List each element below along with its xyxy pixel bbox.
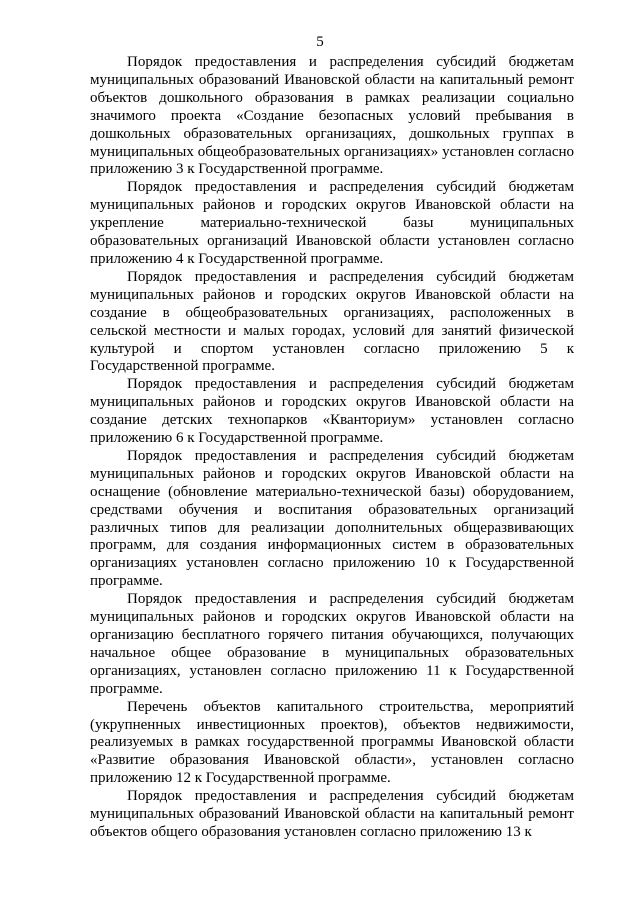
paragraph-appendix-4: Порядок предоставления и распределения субсидий бюджетам муниципальных районов и городских округов Ивановской области на укрепление материально-технической базы муниципальных образовательных организаций Ивановской области установлен согласно приложению 4 к Государственной программе. [90,179,574,267]
paragraph-appendix-10: Порядок предоставления и распределения субсидий бюджетам муниципальных районов и городских округов Ивановской области на оснащение (обновление материально-технической базы) оборудованием, средствами обучения и воспитания образовательных организаций различных типов для реализации дополнительных общеразвивающих программ, для создания информационных систем в образовательных организациях установлен согласно приложению 10 к Государственной программе. [90,447,574,590]
paragraph-appendix-3: Порядок предоставления и распределения субсидий бюджетам муниципальных образований Ивановской области на капитальный ремонт объектов дошкольного образования в рамках реализации социально значимого проекта «Создание безопасных условий пребывания в дошкольных образовательных организациях, дошкольных группах в муниципальных общеобразовательных организациях» установлен согласно приложению 3 к Государственной программе. [90,54,574,178]
paragraph-appendix-5: Порядок предоставления и распределения субсидий бюджетам муниципальных районов и городских округов Ивановской области на создание в общеобразовательных организациях, расположенных в сельской местности и малых городах, условий для занятий физической культурой и спортом установлен согласно приложению 5 к Государственной программе. [90,268,574,375]
page-number: 5 [316,34,324,50]
document-body [90,54,574,842]
paragraph-appendix-6: Порядок предоставления и распределения субсидий бюджетам муниципальных районов и городских округов Ивановской области на создание детских технопарков «Кванториум» установлен согласно приложению 6 к Государственной программе. [90,376,574,447]
paragraph-appendix-13: Порядок предоставления и распределения субсидий бюджетам муниципальных образований Ивановской области на капитальный ремонт объектов общего образования установлен согласно приложению 13 к [90,788,574,840]
paragraph-appendix-12: Перечень объектов капитального строительства, мероприятий (укрупненных инвестиционных проектов), объектов недвижимости, реализуемых в рамках государственной программы Ивановской области «Развитие образования Ивановской области», установлен согласно приложению 12 к Государственной программе. [90,698,574,787]
paragraph-appendix-11: Порядок предоставления и распределения субсидий бюджетам муниципальных районов и городских округов Ивановской области на организацию бесплатного горячего питания обучающихся, получающих начальное общее образование в муниципальных образовательных организациях, установлен согласно приложению 11 к Государственной программе. [90,591,574,697]
